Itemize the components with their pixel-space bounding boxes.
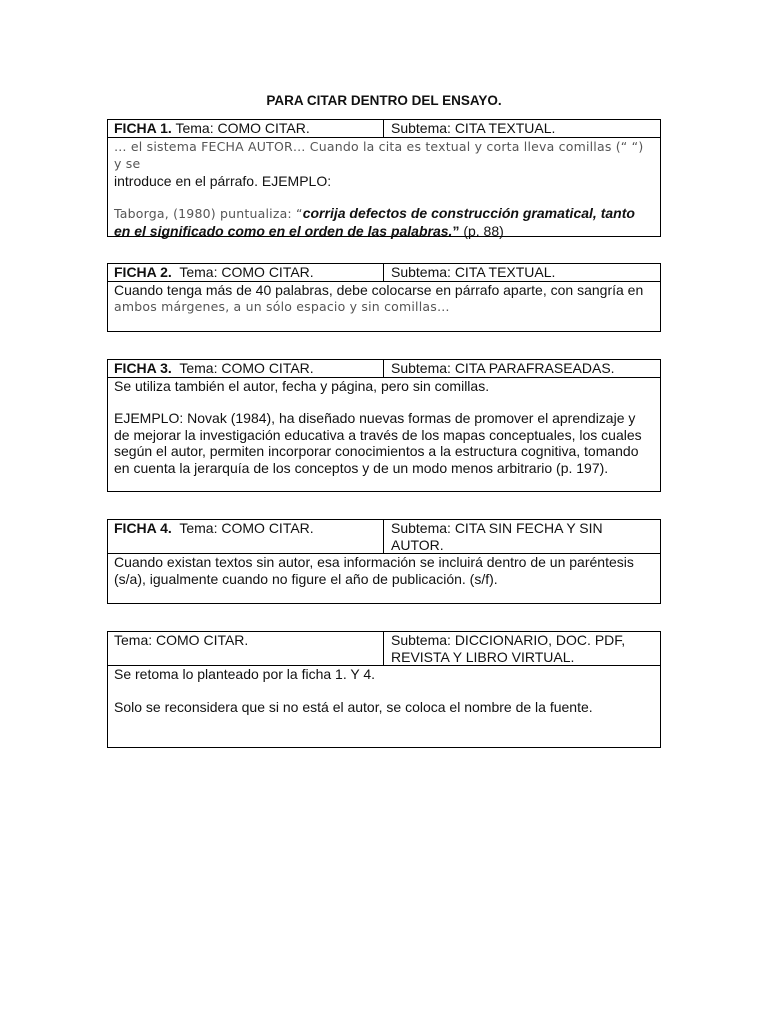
subtema-cell: Subtema: DICCIONARIO, DOC. PDF, REVISTA Y LIBRO VIRTUAL. xyxy=(391,632,626,665)
ficha-label: FICHA 2. xyxy=(114,264,172,280)
quote-text: corrija defectos de construcción gramatical, tanto en el significado como en el orden de las palabras. xyxy=(114,205,635,239)
ficha-2 xyxy=(107,263,661,332)
page-ref: (p. 88) xyxy=(463,222,504,239)
ficha-header xyxy=(108,632,660,666)
quote-close: ” xyxy=(452,222,460,239)
light-text: … el sistema FECHA AUTOR… Cuando la cita es textual y corta lleva comillas (“ “) y se xyxy=(114,138,644,171)
ficha-label: FICHA 4. xyxy=(114,520,172,536)
paragraph xyxy=(114,205,654,239)
subtema-cell: Subtema: CITA PARAFRASEADAS. xyxy=(391,360,615,376)
ficha-label: FICHA 3. xyxy=(114,360,172,376)
text: introduce en el párrafo. xyxy=(114,172,258,189)
paragraph xyxy=(114,138,654,190)
ficha-header xyxy=(108,120,660,138)
ficha-label: FICHA 1. xyxy=(114,120,172,136)
ficha-header xyxy=(108,264,660,282)
tema-cell xyxy=(108,360,384,377)
tema-cell: Tema: COMO CITAR. xyxy=(108,632,384,665)
paragraph xyxy=(114,282,654,316)
ficha-3 xyxy=(107,359,661,492)
tema-cell xyxy=(108,264,384,281)
light-text: ambos márgenes, a un sólo espacio y sin comillas… xyxy=(114,299,450,314)
subtema-cell: Subtema: CITA TEXTUAL. xyxy=(391,264,556,280)
tema-text: Tema: COMO CITAR. xyxy=(179,520,314,536)
tema-text: Tema: COMO CITAR. xyxy=(179,264,314,280)
paragraph: EJEMPLO: Novak (1984), ha diseñado nuevas formas de promover el aprendizaje y de mejorar la investigación educativa a través de los mapas conceptuales, los cuales según el autor, permiten incorporar conocimientos a la estructura cognitiva, tomando en cuenta la jerarquía de los conceptos y de un modo menos arbitrario (p. 197). xyxy=(114,410,642,476)
ficha-body xyxy=(108,282,660,316)
ficha-body xyxy=(108,138,660,240)
tema-text: Tema: COMO CITAR. xyxy=(175,120,310,136)
ficha-header xyxy=(108,520,660,554)
ficha-5 xyxy=(107,631,661,748)
tema-text: Tema: COMO CITAR. xyxy=(179,360,314,376)
subtema-cell: Subtema: CITA TEXTUAL. xyxy=(391,120,556,136)
text: Cuando tenga más de 40 palabras, debe colocarse en párrafo aparte, con sangría en xyxy=(114,281,644,298)
ficha-body xyxy=(108,378,660,477)
tema-cell xyxy=(108,520,384,553)
subtema-cell: Subtema: CITA SIN FECHA Y SIN AUTOR. xyxy=(391,520,603,553)
ficha-1 xyxy=(107,119,661,237)
ficha-4 xyxy=(107,519,661,604)
ejemplo-label: EJEMPLO: xyxy=(261,172,332,189)
tema-cell xyxy=(108,120,384,137)
ficha-body xyxy=(108,554,660,587)
ficha-body xyxy=(108,666,660,715)
paragraph: Solo se reconsidera que si no está el autor, se coloca el nombre de la fuente. xyxy=(114,698,593,715)
page-title: PARA CITAR DENTRO DEL ENSAYO. xyxy=(266,93,502,108)
paragraph: Se retoma lo planteado por la ficha 1. Y 4. xyxy=(114,666,375,682)
ficha-header xyxy=(108,360,660,378)
citation-author: Taborga, (1980) puntualiza: “ xyxy=(114,206,303,221)
paragraph: Cuando existan textos sin autor, esa información se incluirá dentro de un paréntesis (s/a), igualmente cuando no figure el año de publicación. (s/f). xyxy=(114,554,634,587)
paragraph: Se utiliza también el autor, fecha y página, pero sin comillas. xyxy=(114,377,490,394)
